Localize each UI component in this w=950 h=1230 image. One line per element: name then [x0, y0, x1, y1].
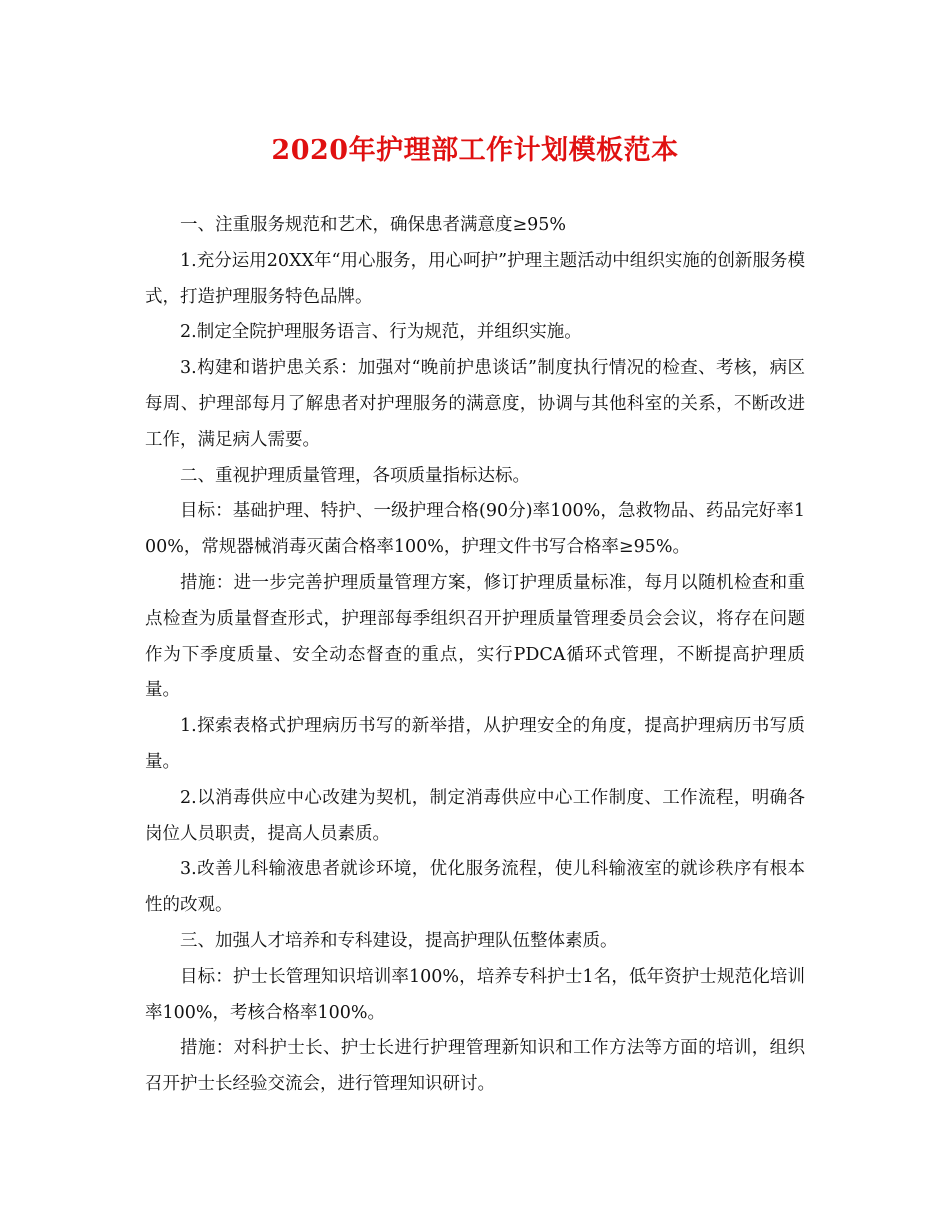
section-heading-3: 三、加强人才培养和专科建设，提高护理队伍整体素质。 — [180, 930, 618, 951]
section-heading-1: 一、注重服务规范和艺术，确保患者满意度≥95% — [180, 215, 567, 235]
paragraph: 2.以消毒供应中心改建为契机，制定消毒供应中心工作制度、工作流程，明确各岗位人员职责，提高人员素质。 — [145, 787, 805, 844]
paragraph: 措施：进一步完善护理质量管理方案，修订护理质量标准，每月以随机检查和重点检查为质量督查形式，护理部每季组织召开护理质量管理委员会会议，将存在问题作为下季度质量、安全动态督查的重点，实行PDCA循环式管理，不断提高护理质量。 — [145, 572, 805, 701]
paragraph: 目标：护士长管理知识培训率100%，培养专科护士1名，低年资护士规范化培训率100%，考核合格率100%。 — [145, 966, 805, 1023]
section-heading-2: 二、重视护理质量管理，各项质量指标达标。 — [180, 465, 530, 486]
document-title: 2020年护理部工作计划模板范本 — [271, 135, 679, 166]
paragraph: 3.改善儿科输液患者就诊环境，优化服务流程，使儿科输液室的就诊秩序有根本性的改观。 — [145, 859, 805, 916]
paragraph: 1.充分运用20XX年“用心服务，用心呵护”护理主题活动中组织实施的创新服务模式，打造护理服务特色品牌。 — [145, 250, 805, 307]
paragraph: 目标：基础护理、特护、一级护理合格(90分)率100%，急救物品、药品完好率100%，常规器械消毒灭菌合格率100%，护理文件书写合格率≥95%。 — [145, 501, 805, 558]
paragraph: 3.构建和谐护患关系：加强对“晚前护患谈话”制度执行情况的检查、考核，病区每周、护理部每月了解患者对护理服务的满意度，协调与其他科室的关系，不断改进工作，满足病人需要。 — [145, 358, 805, 450]
document-body — [145, 208, 805, 1103]
paragraph: 2.制定全院护理服务语言、行为规范，并组织实施。 — [180, 322, 582, 343]
paragraph: 1.探索表格式护理病历书写的新举措，从护理安全的角度，提高护理病历书写质量。 — [145, 716, 805, 772]
paragraph: 措施：对科护士长、护士长进行护理管理新知识和工作方法等方面的培训，组织召开护士长经验交流会，进行管理知识研讨。 — [145, 1038, 805, 1095]
